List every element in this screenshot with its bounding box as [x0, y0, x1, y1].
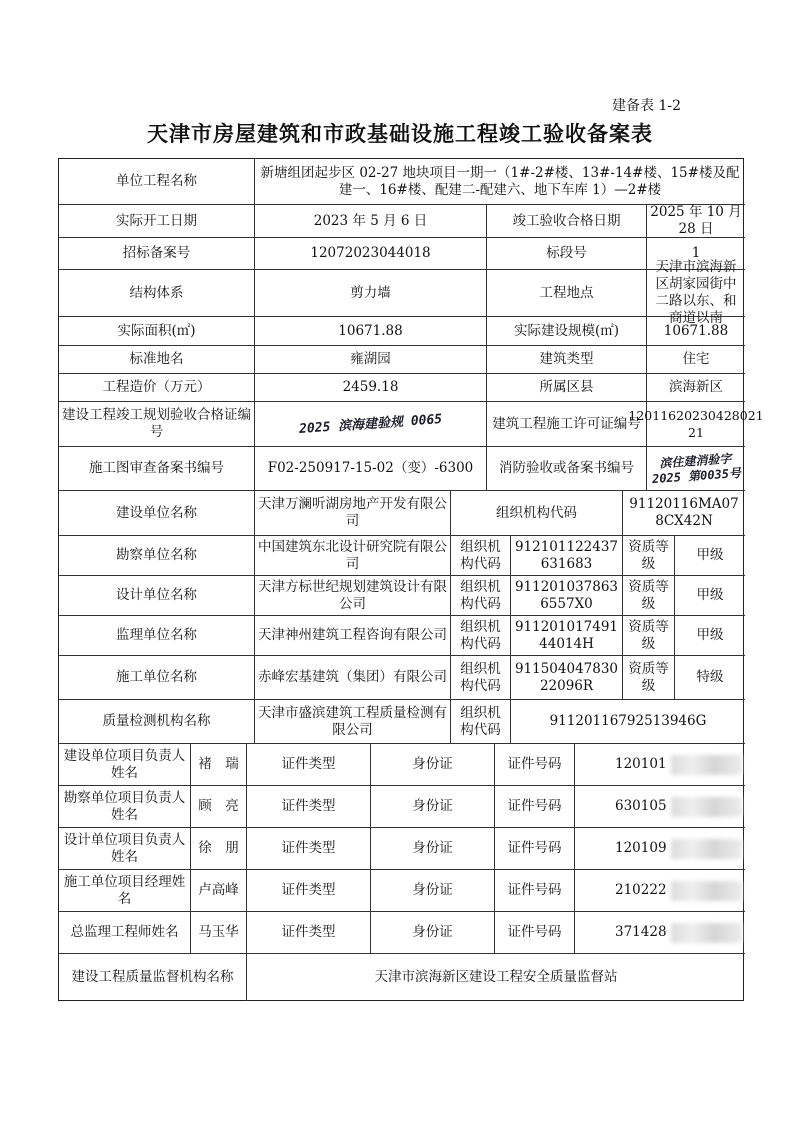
person-name-4: 马玉华 [191, 912, 247, 954]
design-unit-name: 天津方标世纪规划建筑设计有限公司 [255, 576, 451, 616]
label-construction-unit: 建设单位名称 [59, 491, 255, 536]
label-construction-code: 组织机构代码 [451, 491, 623, 536]
supervision-unit-name: 天津神州建筑工程咨询有限公司 [255, 616, 451, 656]
label-id-type-4: 证件类型 [247, 912, 371, 954]
label-permit: 建筑工程施工许可证编号 [487, 402, 647, 447]
page-title: 天津市房屋建筑和市政基础设施工程竣工验收备案表 [147, 122, 653, 146]
label-person-4: 总监理工程师姓名 [59, 912, 191, 954]
label-builder-unit: 施工单位名称 [59, 656, 255, 700]
id-no-3 [575, 870, 745, 912]
fire-cert [647, 447, 745, 491]
structure: 剪力墙 [255, 270, 487, 317]
label-area: 实际面积(㎡) [59, 317, 255, 346]
label-id-type-1: 证件类型 [247, 786, 371, 828]
label-design-unit: 设计单位名称 [59, 576, 255, 616]
label-site: 工程地点 [487, 270, 647, 317]
person-name-2: 徐 朋 [191, 828, 247, 870]
form-number: 建备表 1-2 [612, 98, 681, 114]
label-supervision-grade: 资质等级 [623, 616, 675, 656]
person-name-1: 顾 亮 [191, 786, 247, 828]
label-person-2: 设计单位项目负责人姓名 [59, 828, 191, 870]
id-no-text: 120109 [615, 840, 667, 856]
acceptance-form [58, 158, 764, 1001]
label-person-1: 勘察单位项目负责人姓名 [59, 786, 191, 828]
label-fire-cert: 消防验收或备案书编号 [487, 447, 647, 491]
label-survey-grade: 资质等级 [623, 536, 675, 576]
site: 天津市滨海新区胡家园街中二路以东、和商道以南 [647, 270, 745, 317]
redaction [671, 797, 742, 817]
label-accept-date: 竣工验收合格日期 [487, 205, 647, 238]
bid-no: 12072023044018 [255, 238, 487, 270]
person-name-3: 卢高峰 [191, 870, 247, 912]
id-no-text: 630105 [615, 798, 667, 814]
label-section-no: 标段号 [487, 238, 647, 270]
drawing-review-no: F02-250917-15-02（变）-6300 [255, 447, 487, 491]
district: 滨海新区 [647, 374, 745, 402]
supervision-grade: 甲级 [675, 616, 745, 656]
id-no-4 [575, 912, 745, 954]
design-code: 9112010378636557X0 [511, 576, 623, 616]
quality-org-name: 天津市盛滨建筑工程质量检测有限公司 [255, 700, 451, 744]
cost: 2459.18 [255, 374, 487, 402]
survey-unit-name: 中国建筑东北设计研究院有限公司 [255, 536, 451, 576]
label-bid-no: 招标备案号 [59, 238, 255, 270]
label-start-date: 实际开工日期 [59, 205, 255, 238]
label-design-code: 组织机构代码 [451, 576, 511, 616]
label-builder-grade: 资质等级 [623, 656, 675, 700]
label-person-0: 建设单位项目负责人姓名 [59, 744, 191, 786]
id-type-0: 身份证 [371, 744, 495, 786]
label-quality-code: 组织机构代码 [451, 700, 511, 744]
label-survey-code: 组织机构代码 [451, 536, 511, 576]
label-id-no-2: 证件号码 [495, 828, 575, 870]
label-builder-code: 组织机构代码 [451, 656, 511, 700]
label-survey-unit: 勘察单位名称 [59, 536, 255, 576]
label-design-grade: 资质等级 [623, 576, 675, 616]
supervision-code: 91120101749144014H [511, 616, 623, 656]
construction-unit-name: 天津万澜听湖房地产开发有限公司 [255, 491, 451, 536]
label-scale: 实际建设规模(㎡) [487, 317, 647, 346]
id-type-2: 身份证 [371, 828, 495, 870]
label-supervision-unit: 监理单位名称 [59, 616, 255, 656]
permit-no: 12011620230428021​21 [647, 402, 745, 447]
label-id-no-4: 证件号码 [495, 912, 575, 954]
id-no-2 [575, 828, 745, 870]
label-planning-cert: 建设工程竣工规划验收合格证编号 [59, 402, 255, 447]
start-date: 2023 年 5 月 6 日 [255, 205, 487, 238]
project-name: 新塘组团起步区 02-27 地块项目一期一（1#-2#楼、13#-14#楼、15#楼及配建一、16#楼、配建二-配建六、地下车库 1）—2#楼 [255, 159, 745, 205]
supervision-agency: 天津市滨海新区建设工程安全质量监督站 [374, 969, 618, 985]
id-no-1 [575, 786, 745, 828]
person-name-0: 褚 瑞 [191, 744, 247, 786]
label-quality-org: 质量检测机构名称 [59, 700, 255, 744]
area: 10671.88 [255, 317, 487, 346]
handwritten-fire-no: 滨住建消验字 2025 第0035号 [651, 451, 742, 486]
id-type-4: 身份证 [371, 912, 495, 954]
id-no-text: 371428 [615, 924, 667, 940]
builder-unit-name: 赤峰宏基建筑（集团）有限公司 [255, 656, 451, 700]
builder-grade: 特级 [675, 656, 745, 700]
handwritten-planning-no: 2025 滨海建验规 0065 [298, 411, 443, 437]
label-id-type-0: 证件类型 [247, 744, 371, 786]
label-place: 标准地名 [59, 346, 255, 374]
design-grade: 甲级 [675, 576, 745, 616]
id-type-3: 身份证 [371, 870, 495, 912]
redaction [671, 755, 742, 775]
builder-code: 91150404783022096R [511, 656, 623, 700]
construction-code: 91120116MA078CX42N [623, 491, 745, 536]
quality-code: 91120116792513946G [511, 700, 745, 744]
building-type: 住宅 [647, 346, 745, 374]
label-supervision-code: 组织机构代码 [451, 616, 511, 656]
redaction [671, 923, 742, 943]
label-district: 所属区县 [487, 374, 647, 402]
label-project-name: 单位工程名称 [59, 159, 255, 205]
label-id-no-3: 证件号码 [495, 870, 575, 912]
label-supervision-agency: 建设工程质量监督机构名称 [59, 954, 247, 1001]
redaction [671, 881, 742, 901]
survey-grade: 甲级 [675, 536, 745, 576]
planning-cert [255, 402, 487, 447]
scale: 10671.88 [647, 317, 745, 346]
redaction [671, 839, 742, 859]
accept-date: 2025 年 10 月 28 日 [647, 205, 745, 238]
label-structure: 结构体系 [59, 270, 255, 317]
label-id-type-3: 证件类型 [247, 870, 371, 912]
label-id-no-0: 证件号码 [495, 744, 575, 786]
place-name: 雍湖园 [255, 346, 487, 374]
label-id-type-2: 证件类型 [247, 828, 371, 870]
id-no-text: 210222 [615, 882, 667, 898]
survey-code: 912101122437631683 [511, 536, 623, 576]
label-cost: 工程造价（万元） [59, 374, 255, 402]
label-person-3: 施工单位项目经理姓名 [59, 870, 191, 912]
label-drawing-review: 施工图审查备案书编号 [59, 447, 255, 491]
id-no-text: 120101 [615, 756, 667, 772]
label-id-no-1: 证件号码 [495, 786, 575, 828]
label-building-type: 建筑类型 [487, 346, 647, 374]
id-no-0 [575, 744, 745, 786]
id-type-1: 身份证 [371, 786, 495, 828]
section-no: 1 [647, 238, 745, 270]
